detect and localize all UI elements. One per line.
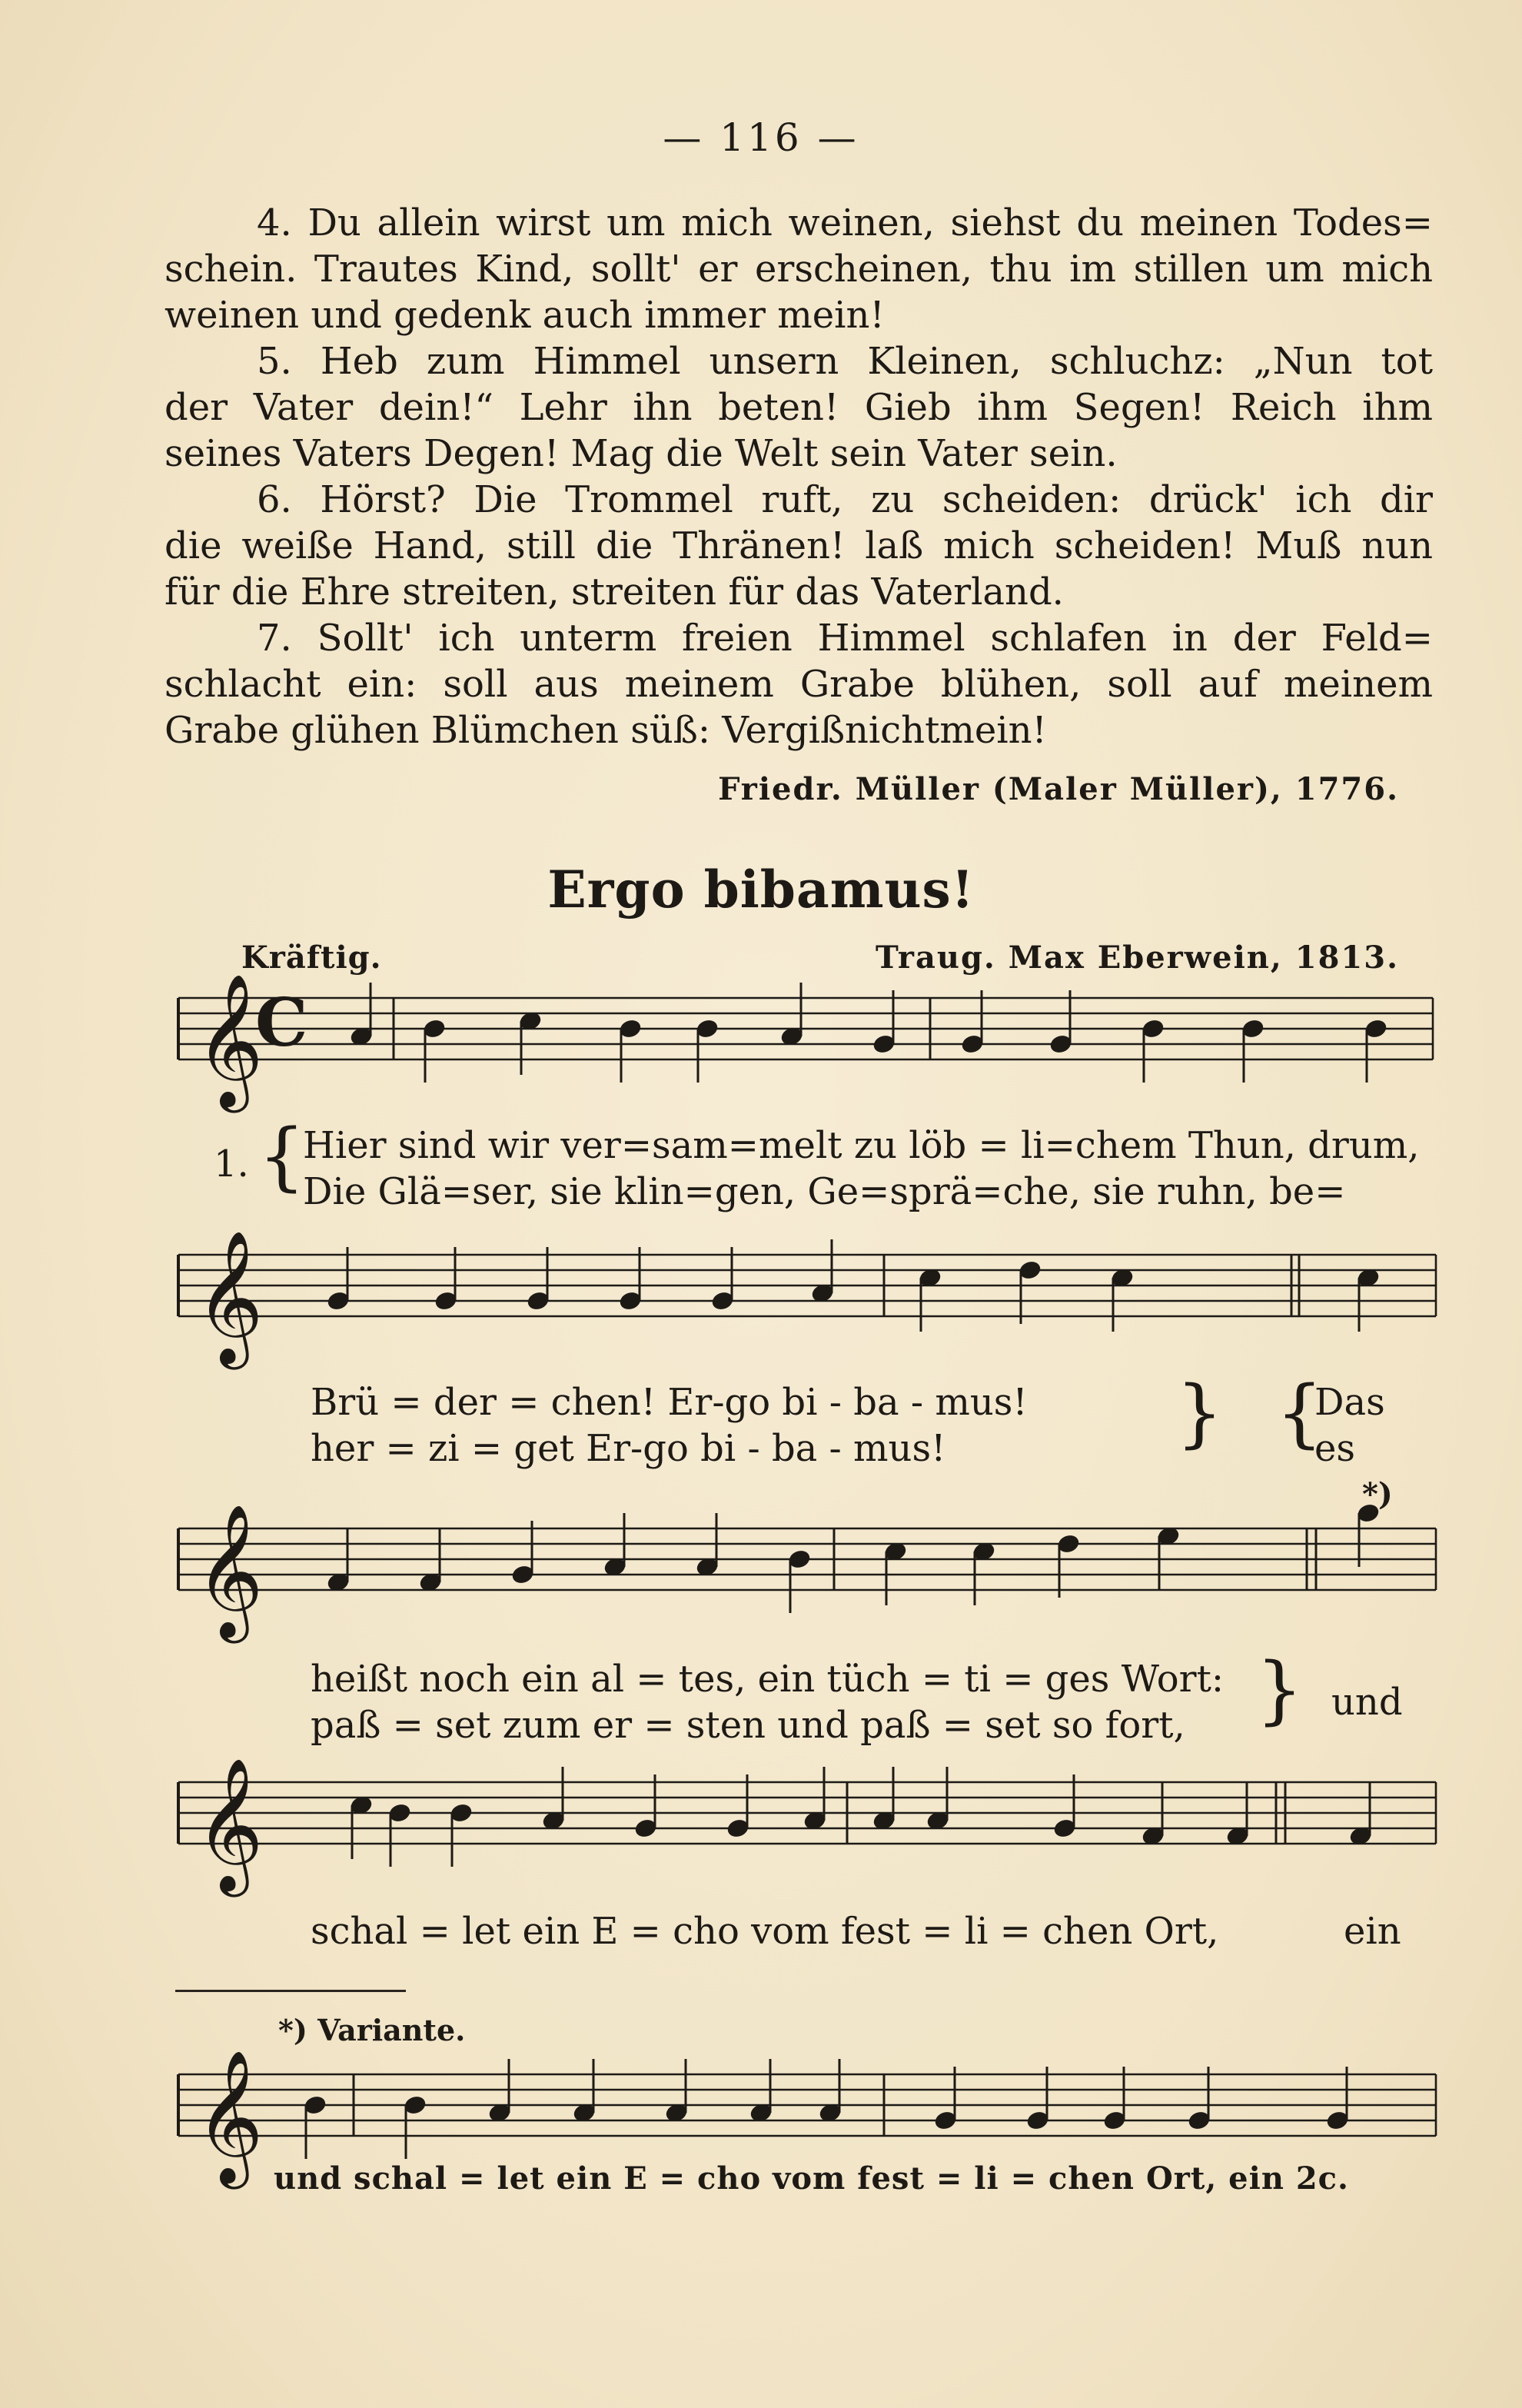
page-number: — 116 — <box>663 115 859 160</box>
verse-line: 6. Hörst? Die Trommel ruft, zu scheiden: drück' ich dir <box>257 478 1433 521</box>
song-title: Ergo bibamus! <box>547 860 975 920</box>
svg-text:𝄞: 𝄞 <box>195 1230 264 1364</box>
svg-text:𝄞: 𝄞 <box>195 1504 264 1638</box>
verse-line: schein. Trautes Kind, sollt' er erscheinen, thu im stillen um mich <box>164 248 1433 291</box>
verse-line: schlacht ein: soll aus meinem Grabe blühen, soll auf meinem <box>164 663 1433 706</box>
footnote-mark: *) <box>1362 1476 1393 1512</box>
svg-text:𝄞: 𝄞 <box>195 1758 264 1891</box>
verse-line: Grabe glühen Blümchen süß: Vergißnichtmein! <box>164 709 1047 752</box>
composer-credit: Traug. Max Eberwein, 1813. <box>876 940 1399 976</box>
variant-lyrics: und schal = let ein E = cho vom fest = li = chen Ort, ein 2c. <box>274 2160 1349 2197</box>
end-word: und <box>1331 1681 1403 1724</box>
lyric-line: Brü = der = chen! Er-go bi - ba - mus! <box>311 1381 1028 1424</box>
footnote-label: *) Variante. <box>278 2013 466 2047</box>
tempo-marking: Kräftig. <box>241 940 382 976</box>
verse-number: 1. <box>214 1142 249 1186</box>
verse-line: der Vater dein!“ Lehr ihn beten! Gieb ihm Segen! Reich ihm <box>164 386 1433 429</box>
lyric-line: paß = set zum er = sten und paß = set so fort, <box>311 1704 1185 1747</box>
svg-text:𝄞: 𝄞 <box>195 973 264 1107</box>
svg-text:𝄞: 𝄞 <box>195 2050 264 2183</box>
lyric-line: schal = let ein E = cho vom fest = li = chen Ort, <box>311 1910 1219 1953</box>
lyric-line: her = zi = get Er-go bi - ba - mus! <box>311 1427 946 1470</box>
lyric-line: Hier sind wir ver=sam=melt zu löb = li=chem Thun, drum, <box>303 1124 1420 1167</box>
lyric-line: heißt noch ein al = tes, ein tüch = ti = ges Wort: <box>311 1658 1225 1701</box>
lyric-brace: } <box>1176 1370 1224 1456</box>
svg-text:C: C <box>255 984 308 1062</box>
lyric-brace: { <box>1276 1370 1324 1456</box>
poem-author: Friedr. Müller (Maler Müller), 1776. <box>718 771 1399 807</box>
verse-line: die weiße Hand, still die Thränen! laß mich scheiden! Muß nun <box>164 524 1433 567</box>
pickup-lyric: es <box>1314 1427 1356 1470</box>
verse-line: seines Vaters Degen! Mag die Welt sein Vater sein. <box>164 432 1118 475</box>
lyric-brace: { <box>258 1113 306 1199</box>
end-word: ein <box>1344 1910 1401 1953</box>
footnote-rule <box>175 1990 406 1992</box>
verse-line: 5. Heb zum Himmel unsern Kleinen, schluchz: „Nun tot <box>257 340 1433 383</box>
verse-line: 7. Sollt' ich unterm freien Himmel schlafen in der Feld= <box>257 617 1433 660</box>
verse-line: für die Ehre streiten, streiten für das Vaterland. <box>164 570 1064 614</box>
lyric-line: Die Glä=ser, sie klin=gen, Ge=sprä=che, sie ruhn, be= <box>303 1170 1346 1213</box>
pickup-lyric: Das <box>1314 1381 1385 1424</box>
verse-line: 4. Du allein wirst um mich weinen, siehst du meinen Todes= <box>257 201 1433 244</box>
lyric-brace: } <box>1256 1647 1304 1733</box>
verse-line: weinen und gedenk auch immer mein! <box>164 294 885 337</box>
